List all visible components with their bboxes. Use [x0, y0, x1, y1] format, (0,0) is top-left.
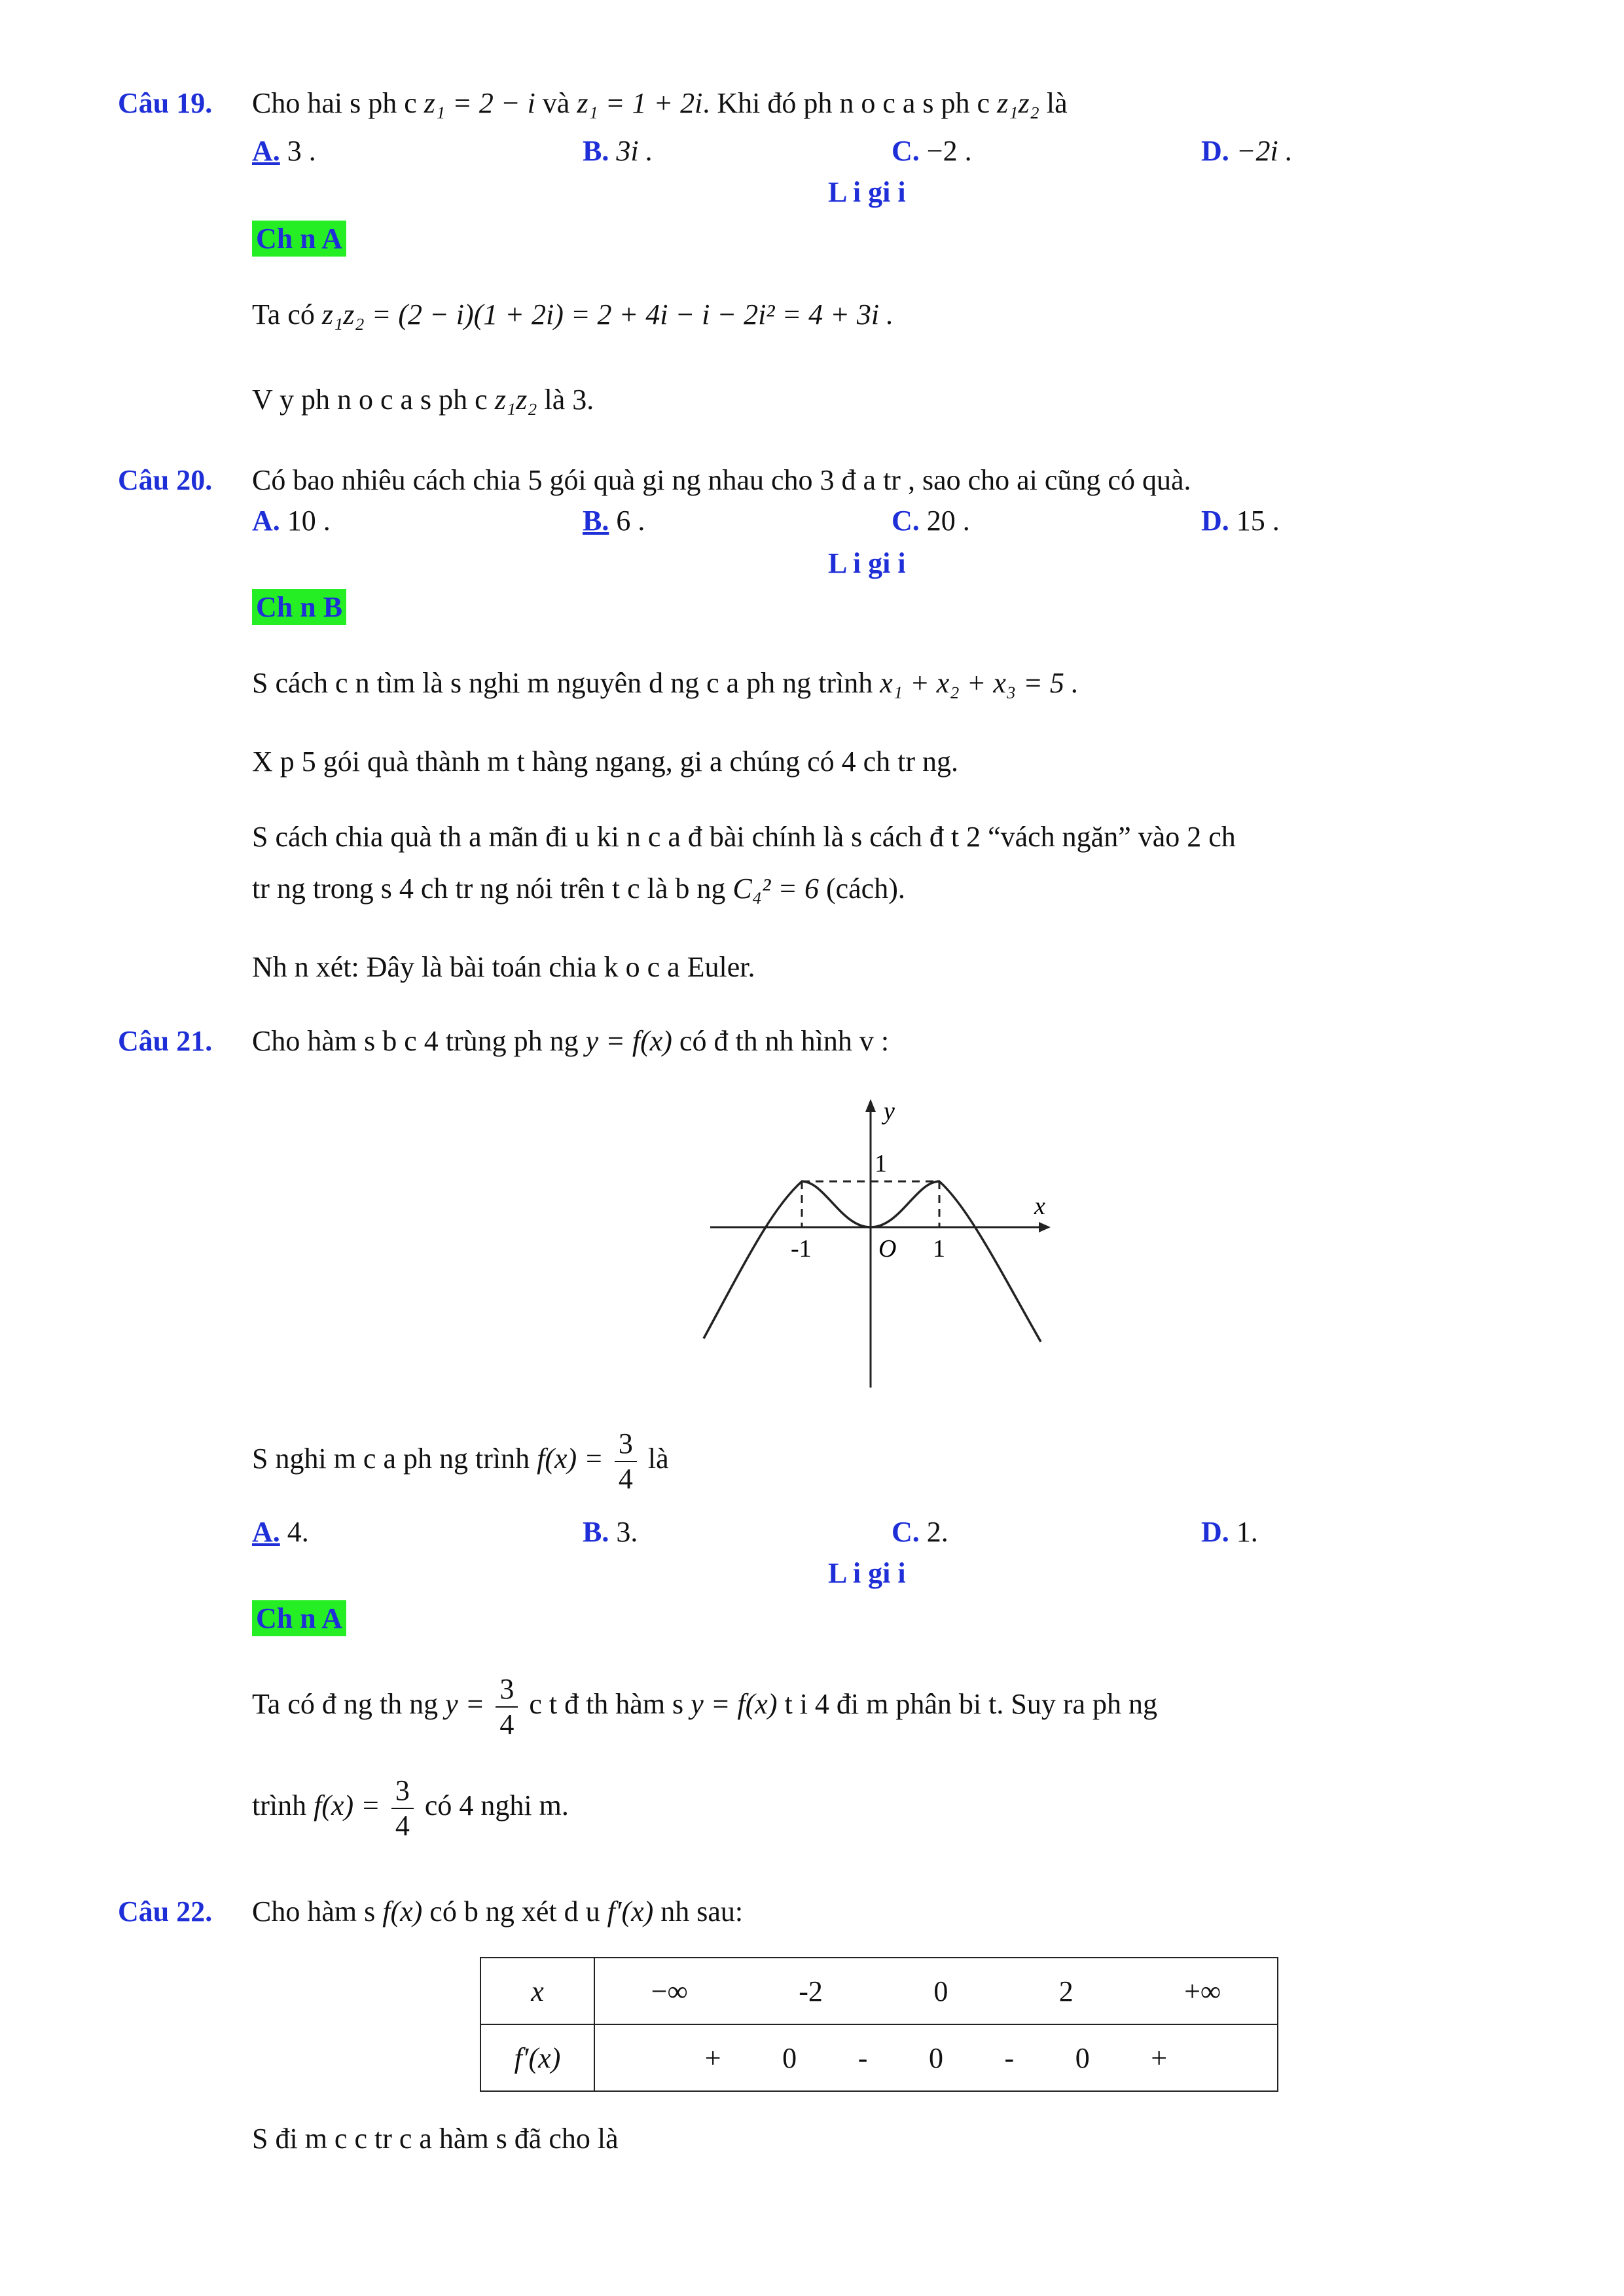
table-sign: +: [704, 2041, 721, 2074]
q21-function-graph: [694, 1090, 1060, 1391]
q21-option-c[interactable]: C. 2.: [892, 1516, 948, 1548]
table-x-value: −∞: [651, 1975, 688, 2007]
graph-tick-neg1: -1: [791, 1235, 812, 1263]
q19-option-b[interactable]: B. 3i .: [583, 135, 653, 167]
q22-stem: Cho hàm s f(x) có b ng xét d u f′(x) nh sau:: [252, 1895, 744, 1928]
q20-option-b[interactable]: B. 6 .: [583, 505, 645, 537]
q20-solution-line4: tr ng trong s 4 ch tr ng nói trên t c là b ng C₄² = 6 (cách).: [252, 872, 905, 905]
graph-y-label: y: [884, 1098, 895, 1125]
table-x-value: 2: [1058, 1975, 1074, 2007]
q20-chosen-answer: Ch n B: [252, 589, 346, 625]
graph-origin-label: O: [878, 1235, 897, 1263]
table-sign: 0: [782, 2041, 797, 2074]
q19-chosen-answer: Ch n A: [252, 221, 346, 257]
q20-option-c[interactable]: C. 20 .: [892, 505, 970, 537]
q20-solution-title: L i gi i: [828, 547, 906, 579]
q20-solution-line2: X p 5 gói quà thành m t hàng ngang, gi a chúng có 4 ch tr ng.: [252, 745, 959, 778]
q21-solution-line1: Ta có đ ng th ng y = $\frac{3}{4}$ c t đ th hàm s y = f(x) t i 4 đi m phân bi t. Suy ra ph ng: [252, 1673, 1157, 1740]
table-sign: 0: [928, 2041, 943, 2074]
table-sign: +: [1151, 2041, 1168, 2074]
x-axis-arrow-icon: [1039, 1222, 1051, 1232]
q19-solution-line1: Ta có z₁z₂ = (2 − i)(1 + 2i) = 2 + 4i − i − 2i² = 4 + 3i .: [252, 298, 894, 331]
q20-solution-line1: S cách c n tìm là s nghi m nguyên d ng c a ph ng trình x₁ + x₂ + x₃ = 5 .: [252, 667, 1079, 699]
table-x-values: [594, 1958, 1278, 2024]
q21-option-d[interactable]: D. 1.: [1201, 1516, 1258, 1548]
y-axis-arrow-icon: [865, 1099, 876, 1112]
q21-chosen-answer: Ch n A: [252, 1600, 346, 1636]
q21-question: S nghi m c a ph ng trình f(x) = $\frac{3}{4}$ là: [252, 1427, 669, 1495]
q19-number: Câu 19.: [118, 87, 213, 119]
table-label-derivative: f′(x): [480, 2024, 594, 2091]
q22-sign-table: [480, 1957, 1278, 2092]
table-derivative-signs: [594, 2024, 1278, 2091]
table-row-derivative: [480, 2024, 1278, 2091]
table-x-value: 0: [933, 1975, 948, 2007]
graph-tick-pos1: 1: [933, 1235, 945, 1263]
table-x-value: -2: [799, 1975, 823, 2007]
q19-solution-title: L i gi i: [828, 176, 906, 208]
q20-stem: Có bao nhiêu cách chia 5 gói quà gi ng nhau cho 3 đ a tr , sao cho ai cũng có quà.: [252, 464, 1191, 496]
table-sign: -: [1004, 2041, 1015, 2074]
q20-option-a[interactable]: A. 10 .: [252, 505, 331, 537]
q21-solution-line2: trình f(x) = $\frac{3}{4}$ có 4 nghi m.: [252, 1774, 569, 1842]
q20-number: Câu 20.: [118, 464, 213, 496]
q20-solution-line3: S cách chia quà th a mãn đi u ki n c a đ bài chính là s cách đ t 2 “vách ngăn” vào 2 ch: [252, 821, 1236, 853]
graph-x-label: x: [1034, 1193, 1045, 1220]
q21-option-a[interactable]: A. 4.: [252, 1516, 309, 1548]
quartic-curve: [704, 1181, 1041, 1342]
table-row-x: [480, 1958, 1278, 2024]
q19-stem: Cho hai s ph c z₁ = 2 − i và z₁ = 1 + 2i. Khi đó ph n o c a s ph c z₁z₂ là: [252, 87, 1068, 119]
q22-question: S đi m c c tr c a hàm s đã cho là: [252, 2123, 619, 2155]
q21-solution-title: L i gi i: [828, 1557, 906, 1589]
q19-solution-line2: V y ph n o c a s ph c z₁z₂ là 3.: [252, 384, 594, 416]
graph-tick-y1: 1: [875, 1150, 887, 1177]
q20-solution-line5: Nh n xét: Đây là bài toán chia k o c a Euler.: [252, 951, 755, 983]
q19-option-d[interactable]: D. −2i .: [1201, 135, 1293, 167]
q21-stem: Cho hàm s b c 4 trùng ph ng y = f(x) có đ th nh hình v :: [252, 1025, 890, 1057]
q21-number: Câu 21.: [118, 1025, 213, 1057]
table-label-x: x: [480, 1958, 594, 2024]
q21-option-b[interactable]: B. 3.: [583, 1516, 638, 1548]
q22-number: Câu 22.: [118, 1895, 213, 1928]
table-x-value: +∞: [1184, 1975, 1221, 2007]
table-sign: 0: [1075, 2041, 1090, 2074]
q19-option-a[interactable]: A. 3 .: [252, 135, 316, 167]
q20-option-d[interactable]: D. 15 .: [1201, 505, 1280, 537]
q19-option-c[interactable]: C. −2 .: [892, 135, 972, 167]
table-sign: -: [857, 2041, 868, 2074]
